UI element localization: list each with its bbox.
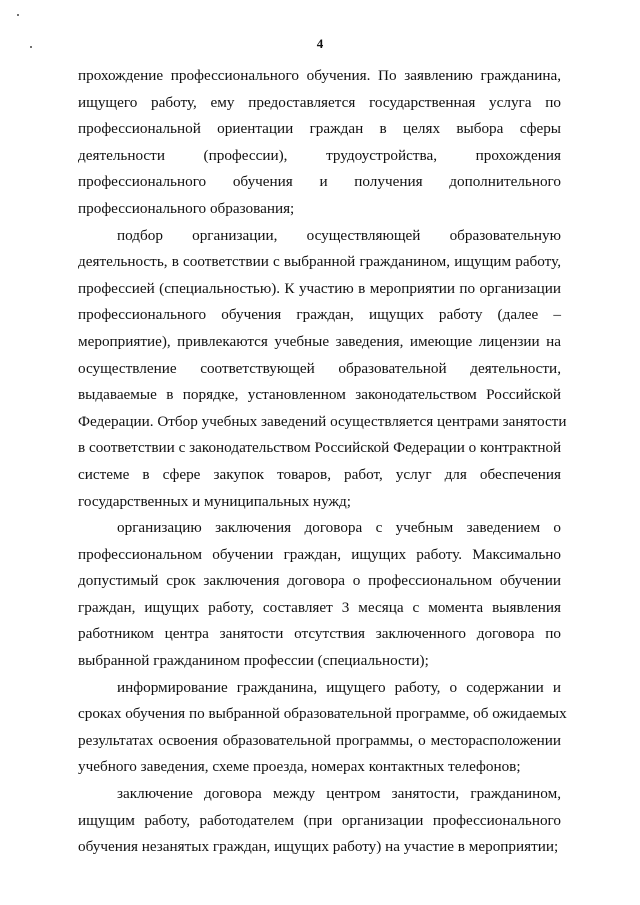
text-line: допустимый срок заключения договора о профессиональном обучении [78, 572, 561, 590]
paragraph [78, 63, 561, 223]
text-line: прохождение профессионального обучения. По заявлению гражданина, [78, 67, 561, 84]
text-line: деятельность, в соответствии с выбранной гражданином, ищущим работу, [78, 253, 561, 271]
text-line: осуществление соответствующей образовательной деятельности, [78, 359, 561, 377]
text-line: профессиональном обучении граждан, ищущих работу. Максимально [78, 545, 561, 563]
text-line: государственных и муниципальных нужд; [78, 492, 351, 510]
text-line: профессионального обучения и получения дополнительного [78, 173, 561, 191]
text-line: учебного заведения, схеме проезда, номерах контактных телефонов; [78, 758, 521, 776]
text-line: в соответствии с законодательством Российской Федерации о контрактной [78, 439, 562, 457]
paragraph [78, 675, 567, 781]
text-line: работником центра занятости отсутствия заключенного договора по [78, 625, 561, 643]
text-line: ищущего работу, ему предоставляется государственная услуга по [78, 93, 561, 111]
text-line: заключение договора между центром занятости, гражданином, [117, 785, 561, 803]
paragraph [78, 781, 561, 861]
page-number: 4 [316, 36, 324, 51]
text-line: организацию заключения договора с учебным заведением о [117, 519, 561, 537]
paragraph [78, 223, 567, 516]
text-line: профессиональной ориентации граждан в целях выбора сферы [78, 120, 561, 138]
text-line: граждан, ищущих работу, составляет 3 месяца с момента выявления [78, 598, 561, 616]
text-line: подбор организации, осуществляющей образовательную [117, 226, 561, 244]
text-line: выбранной гражданином профессии (специальности); [78, 652, 429, 670]
text-line: выдаваемые в порядке, установленном законодательством Российской [78, 386, 561, 404]
text-line: мероприятие), привлекаются учебные заведения, имеющие лицензии на [78, 332, 561, 350]
paragraph [78, 515, 561, 675]
text-line: результатах освоения образовательной программы, о месторасположении [78, 731, 561, 749]
text-line: ищущим работу, работодателем (при организации профессионального [78, 811, 561, 829]
text-line: Федерации. Отбор учебных заведений осуществляется центрами занятости [78, 412, 567, 430]
text-line: профессией (специальностью). К участию в мероприятии по организации [78, 279, 561, 297]
text-line: профессионального обучения граждан, ищущих работу (далее – [78, 306, 561, 324]
text-line: деятельности (профессии), трудоустройства, прохождения [78, 146, 561, 164]
document-body [78, 63, 567, 861]
scan-speck [17, 14, 19, 16]
text-line: системе в сфере закупок товаров, работ, услуг для обеспечения [78, 465, 561, 483]
text-line: профессионального образования; [78, 199, 295, 217]
text-line: сроках обучения по выбранной образовательной программе, об ожидаемых [78, 705, 567, 723]
text-line: обучения незанятых граждан, ищущих работу) на участие в мероприятии; [78, 838, 559, 856]
text-line: информирование гражданина, ищущего работу, о содержании и [117, 678, 561, 696]
